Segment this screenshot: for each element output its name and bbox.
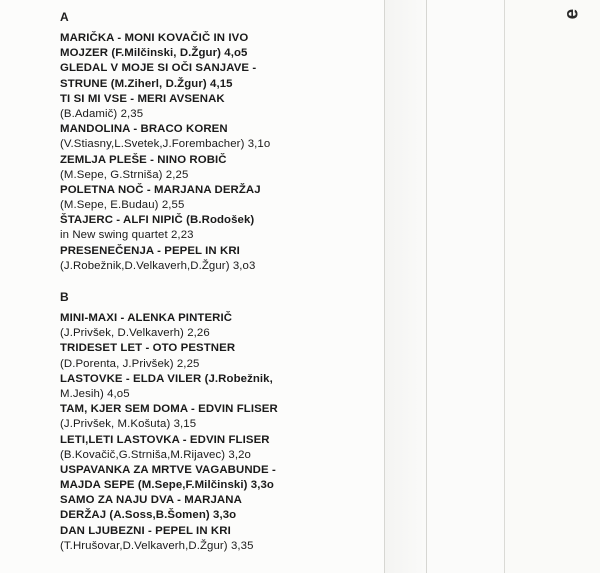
side-b-line: TAM, KJER SEM DOMA - EDVIN FLISER bbox=[60, 403, 278, 416]
spine-panel bbox=[385, 0, 426, 573]
side-b-line: (D.Porenta, J.Privšek) 2,25 bbox=[60, 357, 200, 370]
side-a-line: (M.Sepe, G.Strniša) 2,25 bbox=[60, 168, 189, 181]
side-b-tracklist bbox=[60, 311, 380, 554]
end-flap-panel bbox=[505, 0, 600, 573]
side-b-line: DERŽAJ (A.Soss,B.Šomen) 3,3o bbox=[60, 509, 237, 522]
back-flap-panel bbox=[427, 0, 504, 573]
side-a-line: (B.Adamič) 2,35 bbox=[60, 107, 144, 120]
side-a-heading: A bbox=[60, 10, 69, 24]
fold-line-middle bbox=[426, 0, 427, 573]
rotated-side-letter: ə bbox=[562, 8, 583, 20]
side-a-line: MARIČKA - MONI KOVAČIČ IN IVO bbox=[60, 32, 249, 44]
side-b-line: LETI,LETI LASTOVKA - EDVIN FLISER bbox=[60, 433, 270, 446]
side-b-line: (J.Privšek, D.Velkaverh) 2,26 bbox=[60, 327, 210, 340]
side-b-line: (T.Hrušovar,D.Velkaverh,D.Žgur) 3,35 bbox=[60, 539, 254, 552]
side-b-line: (J.Privšek, M.Košuta) 3,15 bbox=[60, 418, 197, 431]
side-a-line: MOJZER (F.Milčinski, D.Žgur) 4,o5 bbox=[60, 47, 248, 60]
side-b-line: MINI-MAXI - ALENKA PINTERIČ bbox=[60, 312, 233, 324]
side-b-line: LASTOVKE - ELDA VILER (J.Robežnik, bbox=[60, 372, 273, 385]
side-b-line: DAN LJUBEZNI - PEPEL IN KRI bbox=[60, 524, 231, 537]
side-b-line: SAMO ZA NAJU DVA - MARJANA bbox=[60, 494, 242, 507]
side-a-line: PRESENEČENJA - PEPEL IN KRI bbox=[60, 244, 240, 257]
side-b-heading: B bbox=[60, 290, 69, 304]
side-b-line: (B.Kovačič,G.Strniša,M.Rijavec) 3,2o bbox=[60, 448, 251, 461]
side-a-line: MANDOLINA - BRACO KOREN bbox=[60, 123, 228, 136]
fold-line-left bbox=[384, 0, 385, 573]
side-a-line: ŠTAJERC - ALFI NIPIČ (B.Rodošek) bbox=[60, 214, 255, 227]
side-a-line: STRUNE (M.Ziherl, D.Žgur) 4,15 bbox=[60, 77, 233, 90]
side-a-line: TI SI MI VSE - MERI AVSENAK bbox=[60, 92, 225, 105]
side-a-line: POLETNA NOČ - MARJANA DERŽAJ bbox=[60, 183, 261, 196]
side-a-line: ZEMLJA PLEŠE - NINO ROBIČ bbox=[60, 153, 227, 166]
side-a-line: (V.Stiasny,L.Svetek,J.Forembacher) 3,1o bbox=[60, 138, 271, 151]
side-a-line: GLEDAL V MOJE SI OČI SANJAVE - bbox=[60, 62, 257, 75]
side-a-line: in New swing quartet 2,23 bbox=[60, 229, 194, 242]
side-b-line: MAJDA SEPE (M.Sepe,F.Milčinski) 3,3o bbox=[60, 479, 274, 492]
side-a-tracklist bbox=[60, 31, 380, 274]
side-b-line: TRIDESET LET - OTO PESTNER bbox=[60, 342, 236, 355]
side-a-line: (J.Robežnik,D.Velkaverh,D.Žgur) 3,o3 bbox=[60, 259, 256, 272]
side-b-line: M.Jesih) 4,o5 bbox=[60, 387, 130, 400]
side-b-line: USPAVANKA ZA MRTVE VAGABUNDE - bbox=[60, 463, 276, 476]
fold-line-right bbox=[504, 0, 505, 573]
side-a-line: (M.Sepe, E.Budau) 2,55 bbox=[60, 199, 185, 212]
